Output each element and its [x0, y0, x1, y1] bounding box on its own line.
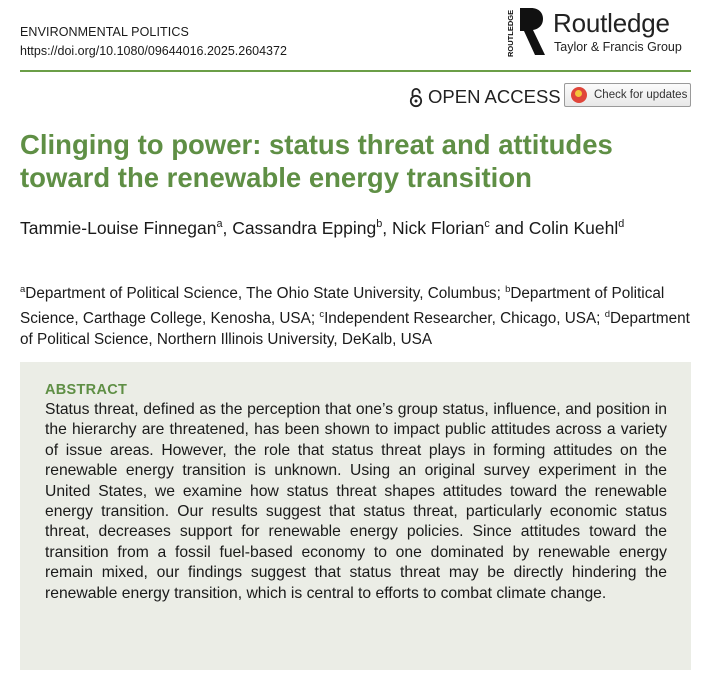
publisher-logo[interactable]	[504, 5, 696, 61]
affiliation-key: d	[604, 309, 610, 321]
article-title: Clinging to power: status threat and attitudes toward the renewable energy transition	[20, 129, 613, 193]
publisher-name: Routledge	[553, 8, 670, 38]
affiliations	[20, 279, 690, 350]
author-affiliation-marker: a	[216, 218, 223, 230]
affiliation-key: b	[505, 284, 511, 295]
abstract-box	[20, 362, 691, 670]
affiliation-key: a	[20, 284, 26, 295]
author-separator: ,	[382, 217, 393, 238]
header-rule	[20, 70, 691, 72]
publisher-group: Taylor & Francis Group	[554, 40, 682, 54]
open-access-badge	[408, 86, 561, 108]
affiliation-text: Department of Political Science, Northern Illinois University, DeKalb, USA	[20, 310, 690, 349]
author-name[interactable]: Cassandra Epping	[232, 217, 377, 238]
check-for-updates-button[interactable]	[564, 83, 691, 107]
author-affiliation-marker: c	[484, 218, 490, 230]
affiliation-text: Independent Researcher, Chicago, USA;	[324, 310, 605, 328]
author-name[interactable]: Tammie-Louise Finnegan	[20, 217, 217, 238]
author-name[interactable]: Nick Florian	[392, 217, 485, 238]
author-affiliation-marker: b	[376, 218, 383, 230]
affiliation-text: Department of Political Science, Carthage College, Kenosha, USA;	[20, 285, 665, 328]
open-access-label: OPEN ACCESS	[428, 86, 561, 107]
routledge-mark-icon	[504, 5, 546, 59]
affiliation-key: c	[319, 309, 325, 321]
crossmark-icon	[571, 87, 587, 103]
author-list	[20, 211, 680, 241]
doi-link[interactable]: https://doi.org/10.1080/09644016.2025.2604372	[20, 44, 287, 58]
journal-name: ENVIRONMENTAL POLITICS	[20, 25, 189, 39]
open-lock-icon	[408, 86, 424, 108]
affiliation-text: Department of Political Science, The Ohio State University, Columbus;	[25, 285, 506, 303]
abstract-text: Status threat, defined as the perception that one’s group status, influence, and position in the hierarchy are threatened, has been shown to impact public attitudes across a variety of issue areas. However, the role that status threat plays in forming attitudes on the renewable energy transition is unknown. Using an original survey experiment in the United States, we examine how status threat shapes attitudes toward the renewable energy transition. Our results suggest that status threat, particularly economic status threat, decreases support for renewable energy policies. Since attitudes toward the transition from a fossil fuel-based economy to one dominated by renewable energy remain mixed, our findings suggest that status threat may be directly hindering the renewable energy transition, which is central to efforts to combat climate change.	[45, 401, 667, 602]
author-separator: ,	[222, 217, 233, 238]
check-for-updates-label: Check for updates	[594, 89, 688, 101]
author-affiliation-marker: d	[618, 218, 625, 230]
author-separator: and	[489, 217, 529, 238]
abstract-heading: ABSTRACT	[45, 382, 128, 398]
author-name[interactable]: Colin Kuehl	[528, 217, 619, 238]
publisher-logo-text: ROUTLEDGE	[506, 9, 515, 57]
